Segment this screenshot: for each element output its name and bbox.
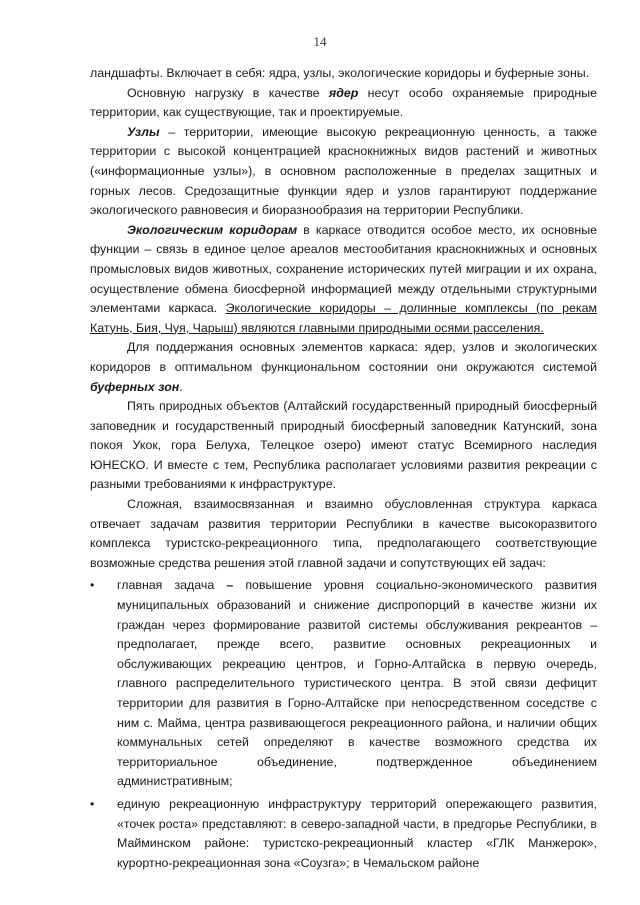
page-number: 14 xyxy=(313,34,327,49)
task-main-lead: главная задача xyxy=(117,578,215,593)
task-list-item-main xyxy=(90,576,597,792)
task-list xyxy=(90,576,597,873)
task-main-dash: – xyxy=(214,578,246,593)
paragraph-nodes-text: – территории, имеющие высокую рекреационную ценность, а также территории с высокой концентрацией краснокнижных видов растений и животных («информационные узлы»), в основном расположенные в пределах защитных и горных лесов. Средозащитные функции ядер и узлов гарантируют поддержание экологического равновесия и биоразнообразия на территории Республики. xyxy=(90,124,597,218)
paragraph-buffer-intro: Для поддержания основных элементов каркаса: ядер, узлов и экологических коридоров в оптимальном функциональном состоянии они окружаются системой xyxy=(90,340,597,374)
task-main-body: повышение уровня социально-экономического развития муниципальных образований и снижение диспропорций в качестве жизни их граждан через формирование развитой системы обслуживания рекреантов – предполагает, прежде всего, развитие основных рекреационных и обслуживающих рекреацию центров, и Горно-Алтайска в первую очередь, главного распределительного туристического центра. В этой связи дефицит территории для развития в Горно-Алтайске при непосредственном соседстве с ним с. Майма, центра развивающегося рекреационного района, и наличии общих коммунальных сетей определяют в качестве возможного средства их территориальное объединение, подтвержденное объединением административным; xyxy=(117,578,597,789)
term-nodes: Узлы xyxy=(127,124,160,139)
task-list-item-infrastructure xyxy=(90,795,597,873)
term-corridors: Экологическим коридорам xyxy=(127,222,298,237)
underlined-corridors-note: Экологические коридоры – долинные комплексы (по рекам Катунь, Бия, Чуя, Чарыш) являются главными природными осями расселения. xyxy=(90,301,597,335)
paragraph-nodes xyxy=(90,123,597,221)
paragraph-cores-text: несут особо охраняемые природные территории, как существующие, так и проектируемые. xyxy=(90,85,597,120)
paragraph-cores xyxy=(90,84,597,123)
paragraph-buffer-end: . xyxy=(179,379,183,394)
task-infrastructure-text: единую рекреационную инфраструктуру территорий опережающего развития, «точек роста» представляют: в северо-западной части, в предгорье Республики, в Майминском районе: туристско-рекреационный кластер «ГЛК Манжерок», курортно-рекреационная зона «Соузга»; в Чемальском районе xyxy=(117,796,597,870)
bullet-icon: • xyxy=(90,578,95,593)
term-cores: ядер xyxy=(328,85,359,100)
paragraph-cores-intro: Основную нагрузку в качестве xyxy=(127,85,329,100)
paragraph-corridors xyxy=(90,221,597,339)
paragraph-unesco: Пять природных объектов (Алтайский государственный природный биосферный заповедник и государственный природный биосферный заповедник Катунский, зона покоя Укок, гора Белуха, Телецкое озеро) имеют статус Всемирного наследия ЮНЕСКО. И вместе с тем, Республика располагает условиями развития рекреации с разными требованиями к инфраструктуре. xyxy=(90,399,597,492)
bullet-icon: • xyxy=(90,796,95,811)
term-buffer-zones: буферных зон xyxy=(90,379,180,394)
paragraph-buffer-zones xyxy=(90,338,597,397)
paragraph-landscapes: ландшафты. Включает в себя: ядра, узлы, экологические коридоры и буферные зоны. xyxy=(90,66,590,80)
paragraph-framework-tasks: Сложная, взаимосвязанная и взаимно обусловленная структура каркаса отвечает задачам развития территории Республики в качестве высокоразвитого комплекса туристско-рекреационного типа, предполагающего соответствующие возможные средства решения этой главной задачи и сопутствующих ей задач: xyxy=(90,497,597,570)
task-main-text xyxy=(117,576,597,792)
page-body xyxy=(90,64,597,873)
paragraph-corridors-text: в каркасе отводится особое место, их основные функции – связь в единое целое ареалов местообитания краснокнижных и основных промысловых видов животных, сохранение исторических путей миграции и их охрана, осуществление обмена биосферной информацией между отдельными структурными элементами каркаса. xyxy=(90,222,597,316)
